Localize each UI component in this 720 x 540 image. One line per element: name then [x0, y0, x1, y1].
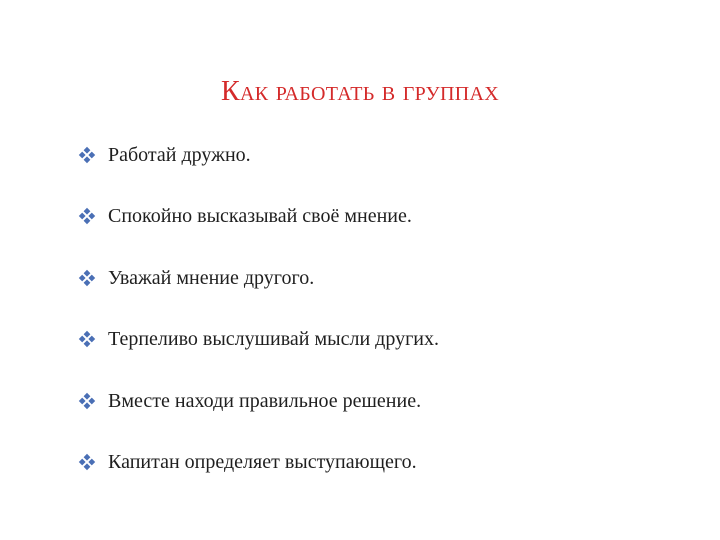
diamond-cluster-svg [78, 269, 96, 287]
diamond-shape [84, 279, 91, 286]
list-item-text: Вместе находи правильное решение. [108, 389, 422, 412]
diamond-shape [84, 156, 91, 163]
diamond-cluster-icon [78, 207, 96, 225]
diamond-cluster-svg [78, 330, 96, 348]
diamond-shape [84, 270, 91, 277]
diamond-shape [84, 218, 91, 225]
diamond-shape [84, 402, 91, 409]
diamond-shape [84, 464, 91, 471]
diamond-shape [84, 331, 91, 338]
bullet-list [78, 124, 439, 493]
diamond-shape [88, 213, 95, 220]
list-item [78, 247, 439, 309]
list-item [78, 124, 439, 186]
list-item [78, 432, 439, 494]
diamond-shape [84, 208, 91, 215]
diamond-cluster-svg [78, 146, 96, 164]
list-item-text: Работай дружно. [108, 143, 251, 166]
diamond-shape [84, 454, 91, 461]
list-item-text: Уважай мнение другого. [108, 266, 315, 289]
list-item-text: Капитан определяет выступающего. [108, 451, 417, 474]
list-item [78, 370, 439, 432]
diamond-shape [79, 213, 86, 220]
diamond-shape [88, 336, 95, 343]
diamond-cluster-svg [78, 207, 96, 225]
diamond-shape [88, 274, 95, 281]
diamond-shape [79, 336, 86, 343]
diamond-shape [84, 393, 91, 400]
diamond-shape [79, 274, 86, 281]
diamond-cluster-icon [78, 392, 96, 410]
diamond-shape [79, 397, 86, 404]
diamond-cluster-svg [78, 453, 96, 471]
diamond-cluster-icon [78, 269, 96, 287]
slide-title: Как работать в группах [221, 76, 499, 107]
diamond-cluster-icon [78, 330, 96, 348]
diamond-shape [84, 341, 91, 348]
list-item [78, 309, 439, 371]
diamond-cluster-icon [78, 453, 96, 471]
diamond-shape [84, 147, 91, 154]
list-item-text: Терпеливо выслушивай мысли других. [108, 328, 439, 351]
diamond-cluster-icon [78, 146, 96, 164]
list-item-text: Спокойно высказывай своё мнение. [108, 205, 412, 228]
diamond-shape [88, 151, 95, 158]
diamond-shape [88, 459, 95, 466]
diamond-shape [79, 151, 86, 158]
diamond-cluster-svg [78, 392, 96, 410]
diamond-shape [88, 397, 95, 404]
diamond-shape [79, 459, 86, 466]
list-item [78, 186, 439, 248]
